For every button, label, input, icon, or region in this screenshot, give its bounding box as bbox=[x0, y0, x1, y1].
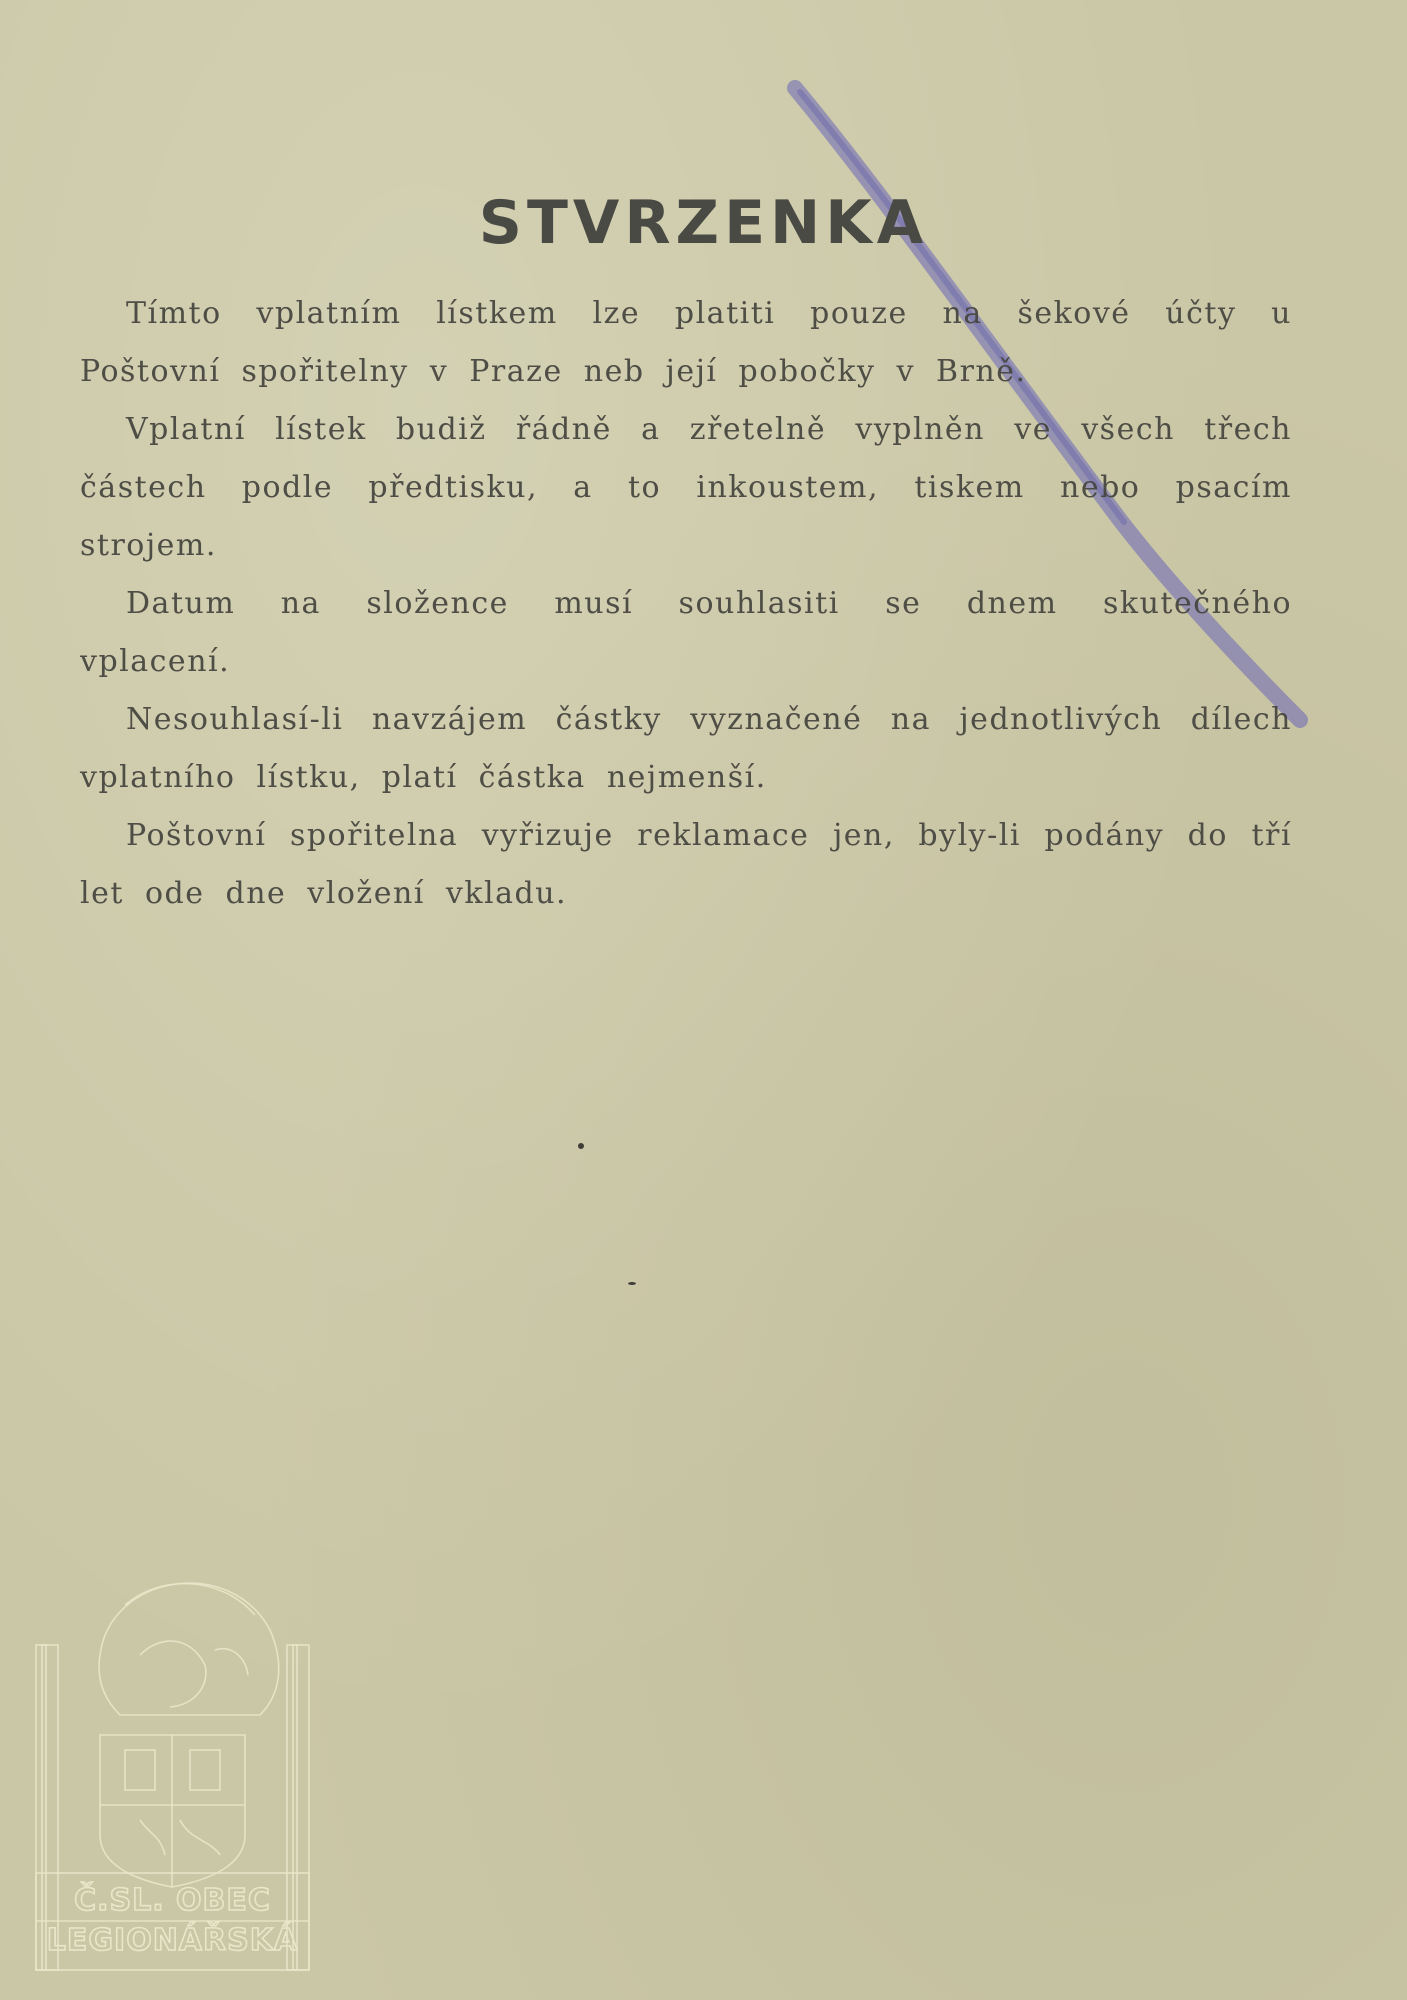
ink-speck bbox=[628, 1282, 636, 1285]
document-body bbox=[80, 285, 1292, 923]
emboss-text-legionarska: LEGIONÁŘSKÁ bbox=[46, 1923, 299, 1958]
paragraph-payment-accounts: Tímto vplatním lístkem lze platiti pouze na šekové účty u Poštovní spořitelny v Praze neb její pobočky v Brně. bbox=[80, 296, 1292, 389]
legion-emboss-watermark bbox=[30, 1535, 315, 1975]
paragraph-filling-instructions: Vplatní lístek budiž řádně a zřetelně vyplněn ve všech třech částech podle předtisku, a to inkoustem, tiskem nebo psacím strojem. bbox=[80, 412, 1292, 563]
paragraph-date: Datum na složence musí souhlasiti se dnem skutečného vplacení. bbox=[80, 586, 1292, 679]
emboss-text-obec: Č.SL. OBEC bbox=[74, 1883, 271, 1918]
paragraph-complaints: Poštovní spořitelna vyřizuje reklamace jen, byly-li podány do tří let ode dne vložení vkladu. bbox=[80, 818, 1292, 911]
paragraph-amount-mismatch: Nesouhlasí-li navzájem částky vyznačené na jednotlivých dílech vplatního lístku, platí částka nejmenší. bbox=[80, 702, 1292, 795]
document-title: STVRZENKA bbox=[478, 188, 929, 258]
ink-speck bbox=[578, 1143, 584, 1149]
